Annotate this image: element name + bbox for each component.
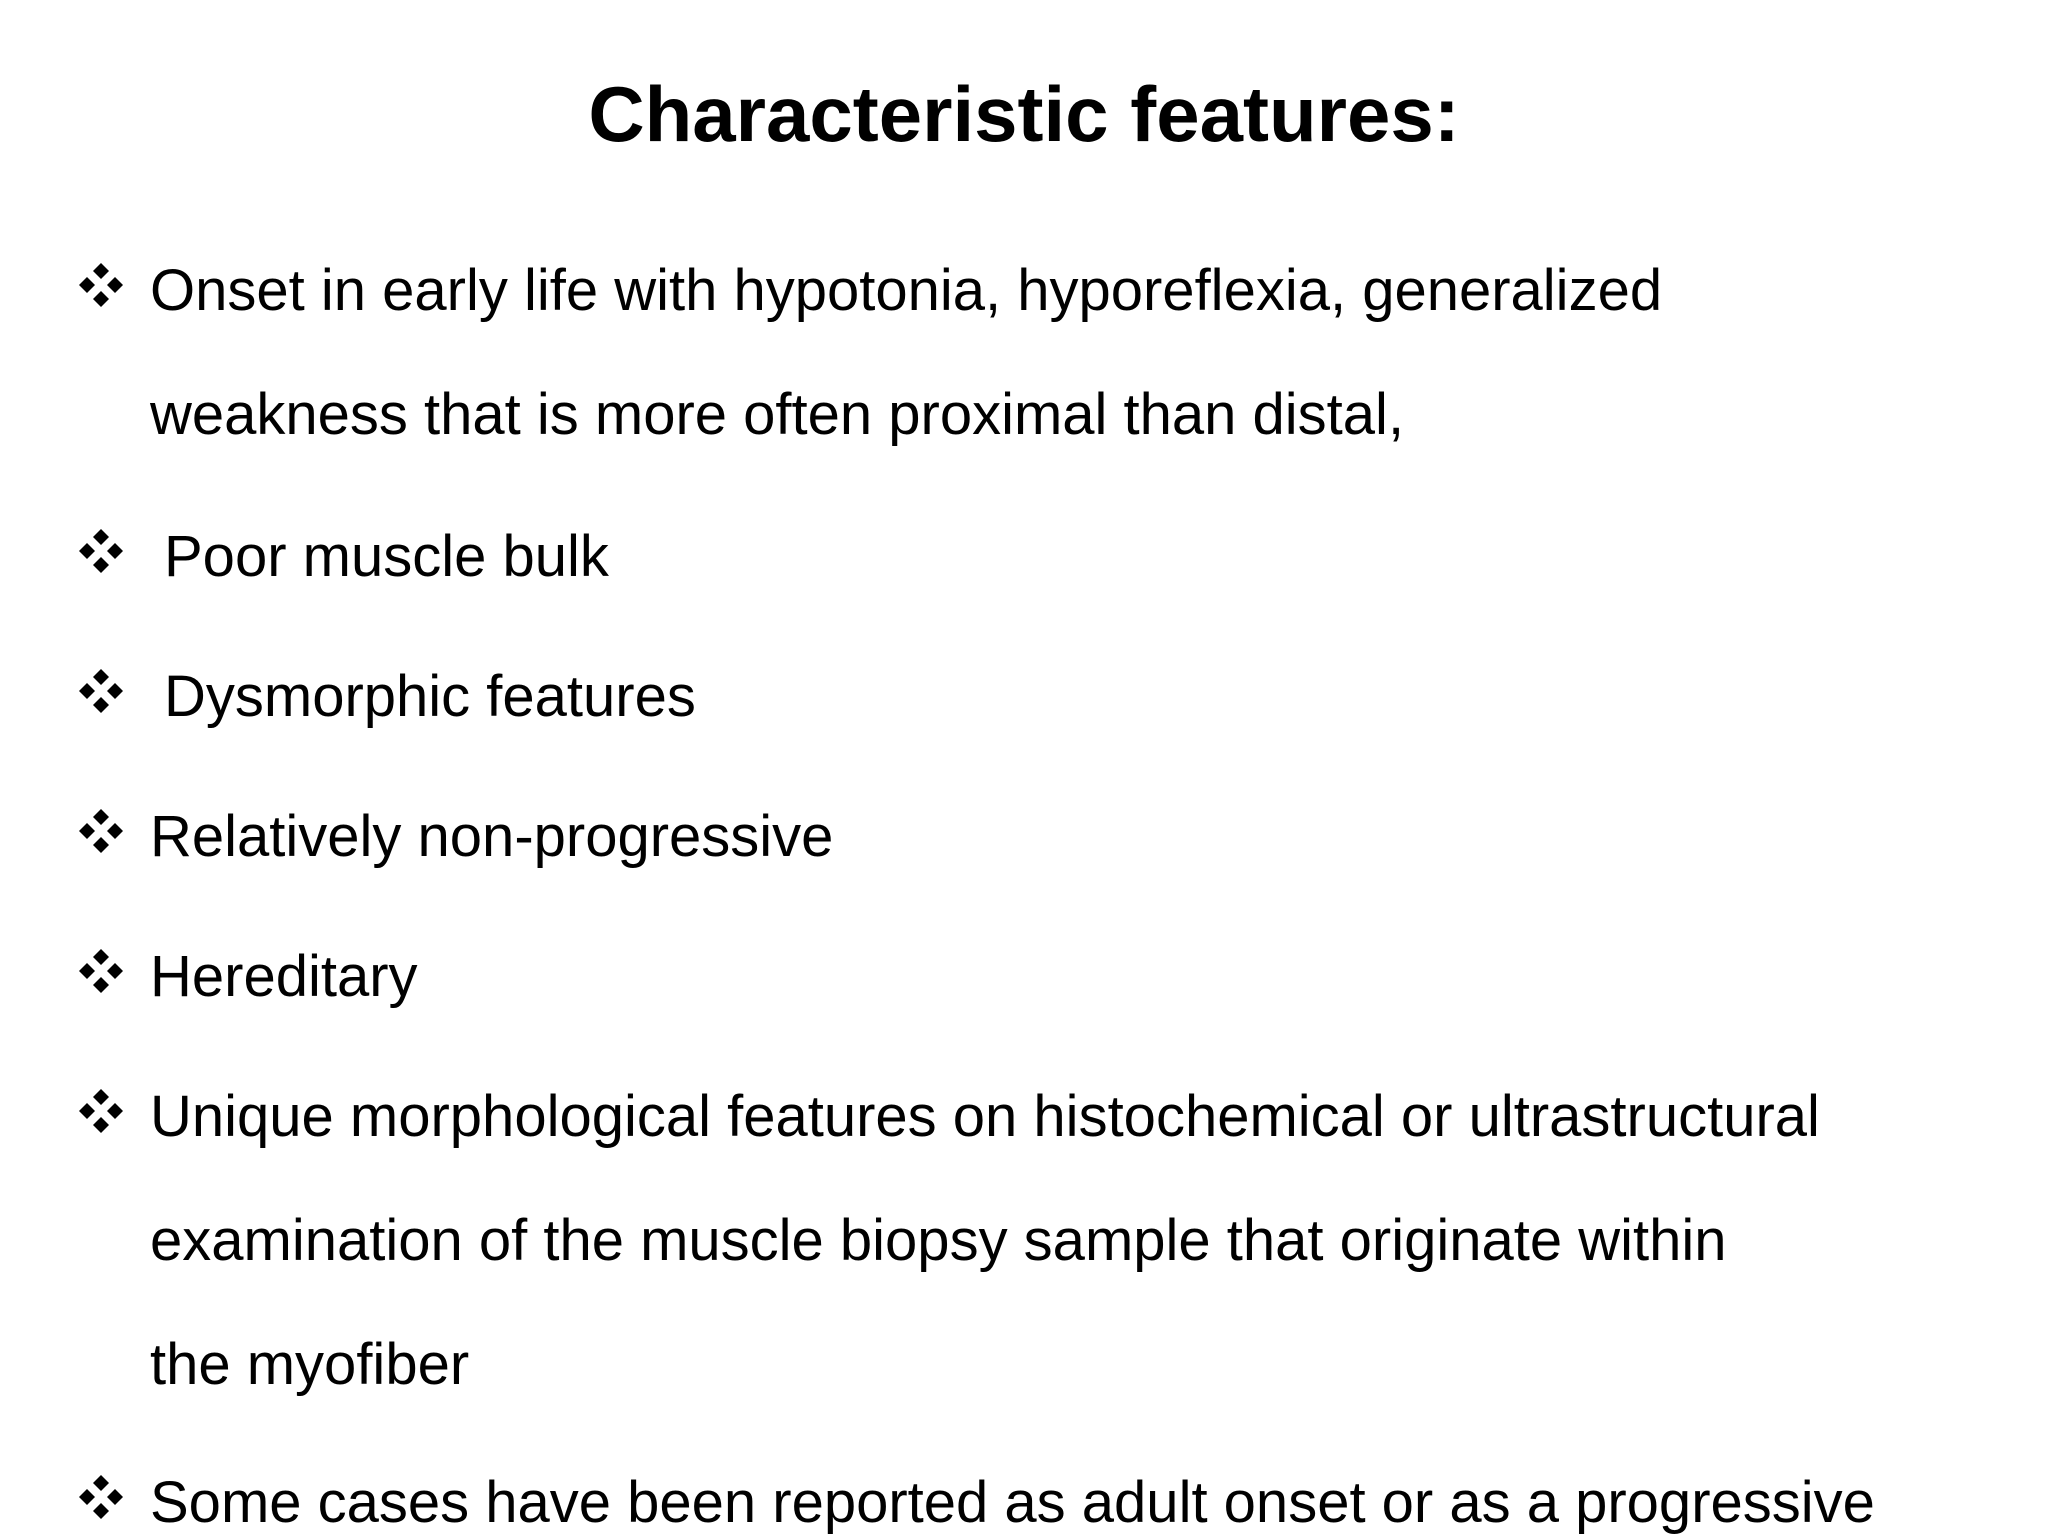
bullet-line: Hereditary bbox=[150, 944, 418, 1009]
four-diamond-bullet-icon bbox=[78, 528, 124, 574]
four-diamond-bullet-icon bbox=[78, 808, 124, 854]
bullet-line: the myofiber bbox=[150, 1332, 470, 1397]
four-diamond-bullet-icon bbox=[78, 1088, 124, 1134]
four-diamond-bullet-icon bbox=[78, 948, 124, 994]
four-diamond-bullet-icon bbox=[78, 668, 124, 714]
slide-title: Characteristic features: bbox=[588, 70, 1460, 158]
bullet-line: Relatively non-progressive bbox=[150, 804, 834, 869]
bullet-line: Unique morphological features on histochemical or ultrastructural bbox=[150, 1084, 1820, 1149]
bullet-line: examination of the muscle biopsy sample that originate within bbox=[150, 1208, 1727, 1273]
bullet-line: weakness that is more often proximal than distal, bbox=[150, 382, 1405, 447]
bullet-line: Dysmorphic features bbox=[164, 664, 696, 729]
bullet-line: Poor muscle bulk bbox=[164, 524, 609, 589]
four-diamond-bullet-icon bbox=[78, 1474, 124, 1520]
four-diamond-bullet-icon bbox=[78, 262, 124, 308]
bullet-line: Some cases have been reported as adult onset or as a progressive bbox=[150, 1470, 1875, 1535]
bullet-line: Onset in early life with hypotonia, hyporeflexia, generalized bbox=[150, 258, 1663, 323]
